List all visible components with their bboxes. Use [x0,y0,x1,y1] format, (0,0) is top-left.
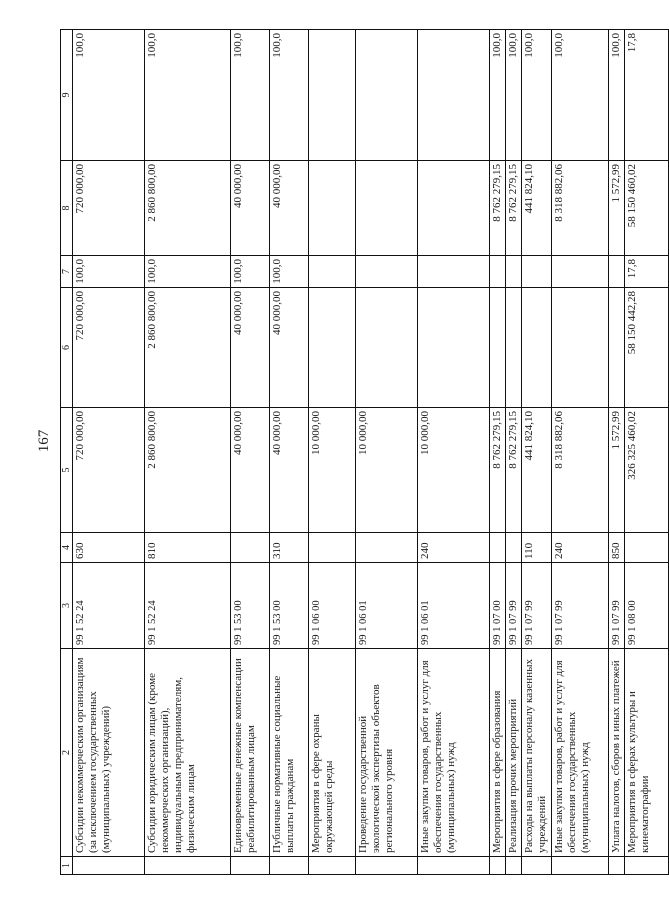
expense-type-cell: 810 [145,533,231,563]
amount-column-6-cell: 720 000,00 [73,288,145,408]
amount-column-6-cell [552,288,609,408]
column-header: 9 [61,30,73,161]
item-name-cell: Уплата налогов, сборов и иных платежей [609,649,625,857]
row-number-cell [609,857,625,875]
percent-column-7-cell [609,256,625,288]
amount-column-8-cell: 58 150 460,02 [625,161,669,256]
percent-column-7-cell: 100,0 [73,256,145,288]
amount-column-6-cell [490,288,506,408]
expense-type-cell [625,533,669,563]
percent-column-9-cell [418,30,490,161]
percent-column-7-cell [418,256,490,288]
percent-column-7-cell [490,256,506,288]
table-row [73,30,145,875]
budget-code-cell: 99 1 07 99 [506,563,522,649]
amount-column-6-cell [609,288,625,408]
item-name-cell: Иные закупки товаров, работ и услуг для обеспечения государственных (муниципальных) нужд [418,649,490,857]
budget-code-cell: 99 1 53 00 [231,563,270,649]
planned-amount-cell: 441 824,10 [522,408,552,533]
table-row [231,30,270,875]
budget-code-cell: 99 1 07 99 [522,563,552,649]
row-number-cell [490,857,506,875]
planned-amount-cell: 8 762 279,15 [506,408,522,533]
percent-column-7-cell: 100,0 [270,256,309,288]
percent-column-9-cell: 100,0 [73,30,145,161]
row-number-cell [309,857,356,875]
row-number-cell [231,857,270,875]
item-name-cell: Проведение государственной экологической экспертизы объектов регионального уровня [356,649,418,857]
planned-amount-cell: 326 325 460,02 [625,408,669,533]
planned-amount-cell: 720 000,00 [73,408,145,533]
planned-amount-cell: 2 860 800,00 [145,408,231,533]
budget-code-cell: 99 1 07 00 [490,563,506,649]
table-row [609,30,625,875]
table-row [356,30,418,875]
budget-code-cell: 99 1 53 00 [270,563,309,649]
column-header: 8 [61,161,73,256]
amount-column-8-cell: 40 000,00 [231,161,270,256]
percent-column-7-cell [506,256,522,288]
amount-column-6-cell [522,288,552,408]
expense-type-cell [506,533,522,563]
item-name-cell: Субсидии некоммерческим организациям (за исключением государственных (муниципальных) учреждений) [73,649,145,857]
planned-amount-cell: 8 318 882,06 [552,408,609,533]
percent-column-9-cell: 100,0 [490,30,506,161]
expense-type-cell [356,533,418,563]
amount-column-8-cell: 720 000,00 [73,161,145,256]
column-header: 1 [61,857,73,875]
expense-type-cell: 850 [609,533,625,563]
row-number-cell [552,857,609,875]
table-body [73,30,669,875]
amount-column-8-cell [356,161,418,256]
item-name-cell: Мероприятия в сферах культуры и кинематографии [625,649,669,857]
column-header: 5 [61,408,73,533]
planned-amount-cell: 10 000,00 [356,408,418,533]
expense-type-cell: 110 [522,533,552,563]
percent-column-7-cell: 100,0 [145,256,231,288]
percent-column-9-cell: 100,0 [609,30,625,161]
column-header: 3 [61,563,73,649]
table-row [625,30,669,875]
table-row [145,30,231,875]
percent-column-7-cell [552,256,609,288]
planned-amount-cell: 8 762 279,15 [490,408,506,533]
amount-column-8-cell: 1 572,99 [609,161,625,256]
column-header: 2 [61,649,73,857]
planned-amount-cell: 10 000,00 [309,408,356,533]
table-row [506,30,522,875]
row-number-cell [522,857,552,875]
amount-column-8-cell [309,161,356,256]
table-header-row [61,30,73,875]
percent-column-9-cell: 17,8 [625,30,669,161]
amount-column-6-cell: 2 860 800,00 [145,288,231,408]
item-name-cell: Мероприятия в сфере образования [490,649,506,857]
expense-type-cell: 240 [552,533,609,563]
budget-code-cell: 99 1 52 24 [73,563,145,649]
percent-column-9-cell [356,30,418,161]
table-row [552,30,609,875]
amount-column-6-cell: 40 000,00 [270,288,309,408]
column-header: 4 [61,533,73,563]
percent-column-7-cell [309,256,356,288]
row-number-cell [356,857,418,875]
amount-column-8-cell: 8 318 882,06 [552,161,609,256]
percent-column-7-cell [356,256,418,288]
amount-column-8-cell: 441 824,10 [522,161,552,256]
item-name-cell: Мероприятия в сфере охраны окружающей среды [309,649,356,857]
percent-column-9-cell: 100,0 [552,30,609,161]
amount-column-6-cell [309,288,356,408]
budget-code-cell: 99 1 06 01 [356,563,418,649]
percent-column-9-cell: 100,0 [145,30,231,161]
expense-type-cell [490,533,506,563]
percent-column-7-cell: 17,8 [625,256,669,288]
page-number: 167 [36,429,52,453]
percent-column-7-cell [522,256,552,288]
amount-column-6-cell [418,288,490,408]
budget-code-cell: 99 1 07 99 [552,563,609,649]
budget-code-cell: 99 1 06 00 [309,563,356,649]
percent-column-7-cell: 100,0 [231,256,270,288]
item-name-cell: Реализация прочих мероприятий [506,649,522,857]
item-name-cell: Субсидии юридическим лицам (кроме некоммерческих организаций), индивидуальным предпринимателям, физическим лицам [145,649,231,857]
row-number-cell [73,857,145,875]
budget-code-cell: 99 1 08 00 [625,563,669,649]
row-number-cell [418,857,490,875]
planned-amount-cell: 1 572,99 [609,408,625,533]
budget-code-cell: 99 1 07 99 [609,563,625,649]
table-row [309,30,356,875]
amount-column-6-cell: 40 000,00 [231,288,270,408]
table-container [60,30,651,875]
amount-column-8-cell: 8 762 279,15 [490,161,506,256]
item-name-cell: Публичные нормативные социальные выплаты гражданам [270,649,309,857]
percent-column-9-cell: 100,0 [506,30,522,161]
amount-column-6-cell: 58 150 442,28 [625,288,669,408]
amount-column-6-cell [356,288,418,408]
expense-type-cell [309,533,356,563]
row-number-cell [625,857,669,875]
table-row [522,30,552,875]
budget-table [60,29,669,875]
row-number-cell [506,857,522,875]
expense-type-cell: 310 [270,533,309,563]
table-row [270,30,309,875]
amount-column-8-cell [418,161,490,256]
budget-code-cell: 99 1 52 24 [145,563,231,649]
amount-column-6-cell [506,288,522,408]
column-header: 6 [61,288,73,408]
expense-type-cell: 630 [73,533,145,563]
row-number-cell [145,857,231,875]
amount-column-8-cell: 8 762 279,15 [506,161,522,256]
planned-amount-cell: 40 000,00 [270,408,309,533]
column-header: 7 [61,256,73,288]
percent-column-9-cell: 100,0 [231,30,270,161]
amount-column-8-cell: 40 000,00 [270,161,309,256]
percent-column-9-cell: 100,0 [270,30,309,161]
table-row [490,30,506,875]
percent-column-9-cell [309,30,356,161]
expense-type-cell: 240 [418,533,490,563]
budget-code-cell: 99 1 06 01 [418,563,490,649]
amount-column-8-cell: 2 860 800,00 [145,161,231,256]
item-name-cell: Расходы на выплаты персоналу казенных учреждений [522,649,552,857]
percent-column-9-cell: 100,0 [522,30,552,161]
row-number-cell [270,857,309,875]
planned-amount-cell: 10 000,00 [418,408,490,533]
expense-type-cell [231,533,270,563]
planned-amount-cell: 40 000,00 [231,408,270,533]
item-name-cell: Единовременные денежные компенсации реабилитированным лицам [231,649,270,857]
table-row [418,30,490,875]
item-name-cell: Иные закупки товаров, работ и услуг для обеспечения государственных (муниципальных) нужд [552,649,609,857]
